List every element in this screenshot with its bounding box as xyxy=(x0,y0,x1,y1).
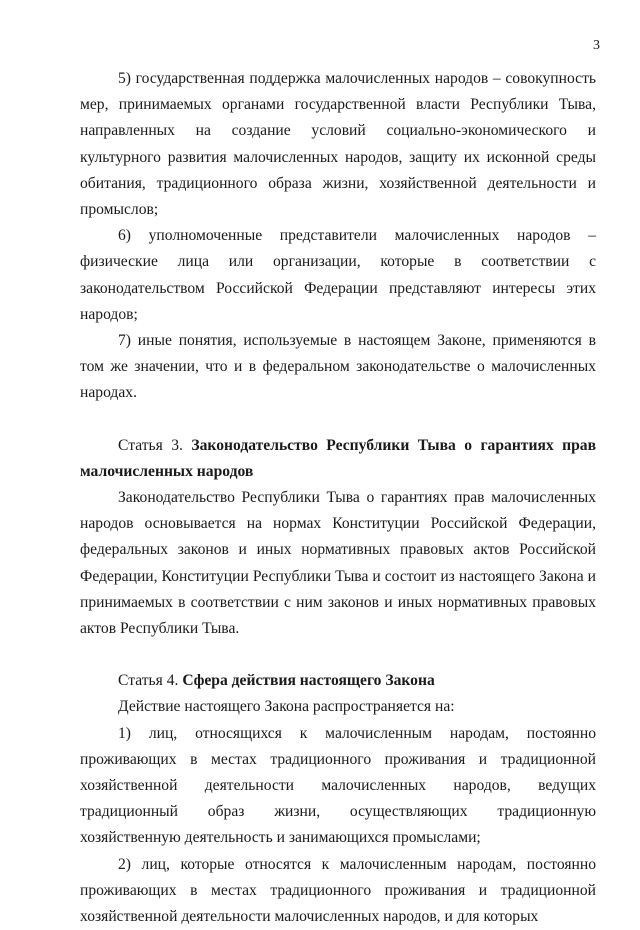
definition-item-5: 5) государственная поддержка малочисленных народов – совокупность мер, принимаемых органами государственной власти Республики Тыва, направленных на создание условий социально-экономического и культурного развития малочисленных народов, защиту их исконной среды обитания, традиционного образа жизни, хозяйственной деятельности и промыслов; xyxy=(80,70,596,219)
definition-item-6: 6) уполномоченные представители малочисленных народов – физические лица или организации, которые в соответствии с законодательством Российской Федерации представляют интересы этих народов; xyxy=(80,227,596,323)
article-4-label: Статья 4. xyxy=(118,672,179,690)
page-number: 3 xyxy=(593,38,600,53)
article-4-item-1: 1) лиц, относящихся к малочисленным народам, постоянно проживающих в местах традиционного проживания и традиционной хозяйственной деятельности малочисленных народов, ведущих традиционный образ жизни, осуществляющих традиционную хозяйственную деятельность и занимающихся промыслами; xyxy=(80,724,596,847)
article-4-heading xyxy=(80,668,596,694)
article-3-title: Законодательство Республики Тыва о гарантиях прав малочисленных народов xyxy=(80,436,596,480)
article-4-item-2: 2) лиц, которые относятся к малочисленным народам, постоянно проживающих в местах традиционного проживания и традиционной хозяйственной деятельности малочисленных народов, и для которых xyxy=(80,855,596,926)
article-3-label: Статья 3. xyxy=(118,436,183,454)
article-4-title: Сфера действия настоящего Закона xyxy=(182,672,435,690)
article-3-heading xyxy=(80,433,596,485)
definition-item-7: 7) иные понятия, используемые в настоящем Законе, применяются в том же значении, что и в федеральном законодательстве о малочисленных народах. xyxy=(80,332,596,402)
article-4-intro: Действие настоящего Закона распространяется на: xyxy=(118,698,455,716)
article-3-body: Законодательство Республики Тыва о гарантиях прав малочисленных народов основывается на нормах Конституции Российской Федерации, федеральных законов и иных нормативных правовых актов Российской Федерации, Конституции Республики Тыва и состоит из настоящего Закона и принимаемых в соответствии с ним законов и иных нормативных правовых актов Республики Тыва. xyxy=(80,489,596,638)
document-body xyxy=(80,66,596,930)
